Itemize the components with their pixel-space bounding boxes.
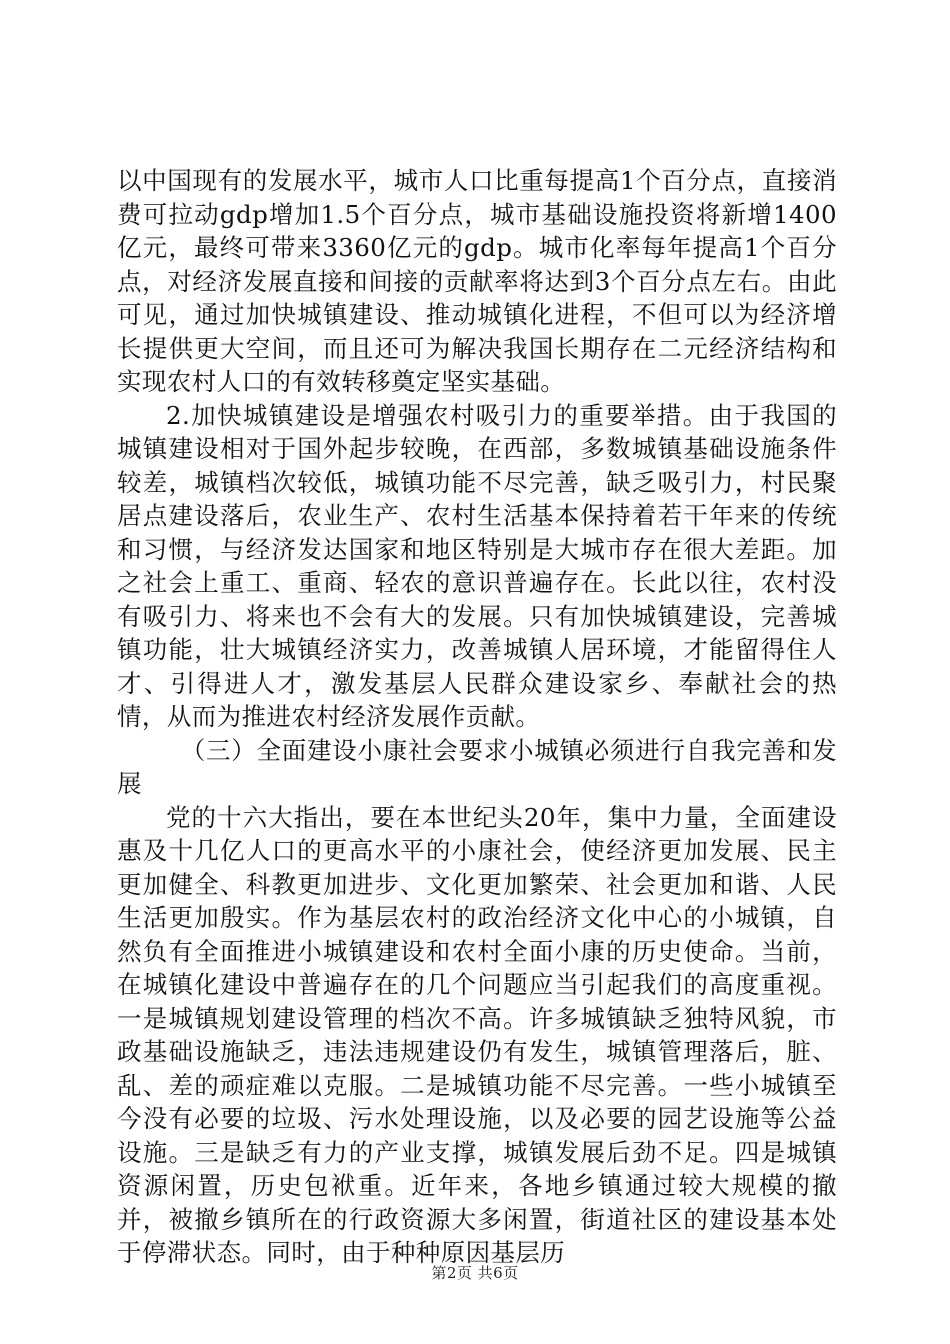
paragraph-point-2: 2.加快城镇建设是增强农村吸引力的重要举措。由于我国的城镇建设相对于国外起步较晚，在西部，多数城镇基础设施条件较差，城镇档次较低，城镇功能不尽完善，缺乏吸引力，村民聚居点建设落后，农业生产、农村生活基本保持着若干年来的传统和习惯，与经济发达国家和地区特别是大城市存在很大差距。加之社会上重工、重商、轻农的意识普遍存在。长此以往，农村没有吸引力、将来也不会有大的发展。只有加快城镇建设，完善城镇功能，壮大城镇经济实力，改善城镇人居环境，才能留得住人才、引得进人才，激发基层人民群众建设家乡、奉献社会的热情，从而为推进农村经济发展作贡献。 xyxy=(117,400,837,731)
paragraph-continued: 以中国现有的发展水平，城市人口比重每提高1个百分点，直接消费可拉动gdp增加1.5个百分点，城市基础设施投资将新增1400亿元，最终可带来3360亿元的gdp。城市化率每年提高1个百分点，对经济发展直接和间接的贡献率将达到3个百分点左右。由此可见，通过加快城镇建设、推动城镇化进程，不但可以为经济增长提供更大空间，而且还可为解决我国长期存在二元经济结构和实现农村人口的有效转移奠定坚实基础。 xyxy=(117,166,837,396)
paragraph-sixteenth-congress: 党的十六大指出，要在本世纪头20年，集中力量，全面建设惠及十几亿人口的更高水平的小康社会，使经济更加发展、民主更加健全、科教更加进步、文化更加繁荣、社会更加和谐、人民生活更加殷实。作为基层农村的政治经济文化中心的小城镇，自然负有全面推进小城镇建设和农村全面小康的历史使命。当前，在城镇化建设中普遍存在的几个问题应当引起我们的高度重视。一是城镇规划建设管理的档次不高。许多城镇缺乏独特风貌，市政基础设施缺乏，违法违规建设仍有发生，城镇管理落后，脏、乱、差的顽症难以克服。二是城镇功能不尽完善。一些小城镇至今没有必要的垃圾、污水处理设施，以及必要的园艺设施等公益设施。三是缺乏有力的产业支撑，城镇发展后劲不足。四是城镇资源闲置，历史包袱重。近年来，各地乡镇通过较大规模的撤并，被撤乡镇所在的行政资源大多闲置，街道社区的建设基本处于停滞状态。同时，由于种种原因基层历 xyxy=(117,802,837,1267)
document-body xyxy=(117,164,837,1270)
page-number-footer: 第2页 共6页 xyxy=(431,1264,519,1282)
section-heading-3: （三）全面建设小康社会要求小城镇必须进行自我完善和发展 xyxy=(117,735,837,798)
